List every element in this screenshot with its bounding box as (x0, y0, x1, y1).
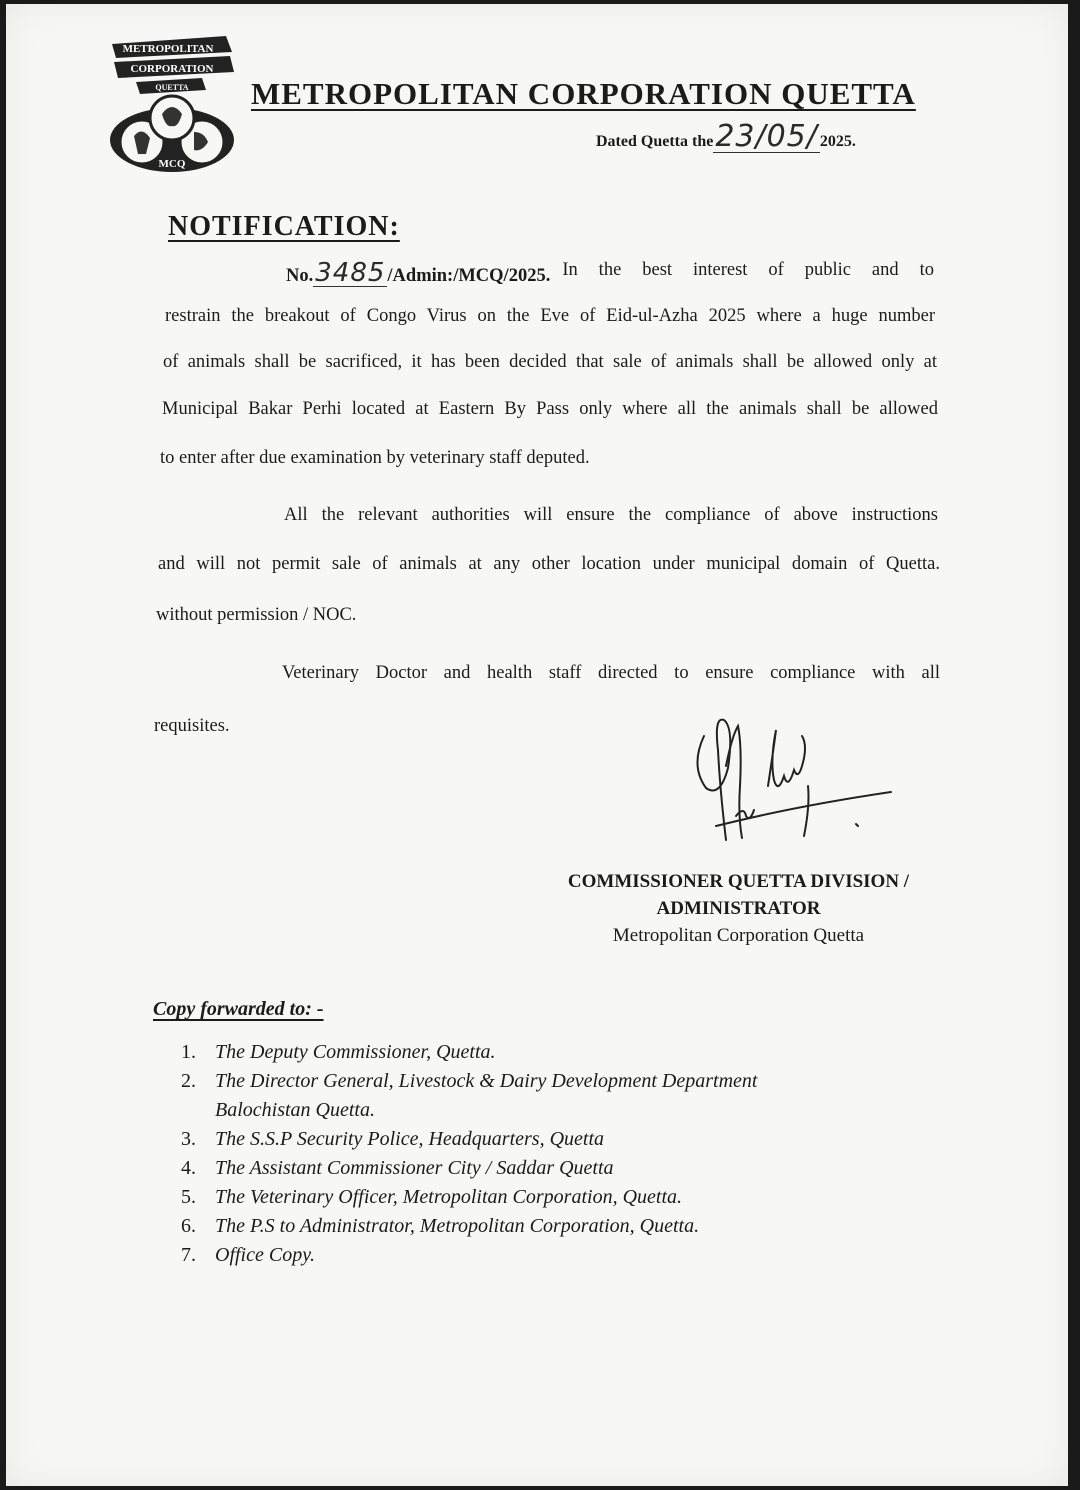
date-line (596, 119, 856, 154)
logo-line2: CORPORATION (130, 63, 214, 75)
signatory-title-line1: COMMISSIONER QUETTA DIVISION / (567, 871, 910, 892)
copy-forwarded-title: Copy forwarded to: - (153, 998, 324, 1020)
para2-line2: and will not permit sale of animals at any other location under municipal domain of Quetta. (158, 554, 940, 574)
para1-line4: Municipal Bakar Perhi located at Eastern By Pass only where all the animals shall be allowed (162, 399, 938, 419)
list-item: 6. The P.S to Administrator, Metropolitan Corporation, Quetta. (181, 1215, 700, 1237)
date-handwritten: 23/05/ (715, 119, 818, 154)
reference-handwritten: 3485 (315, 258, 386, 288)
para3-line1: Veterinary Doctor and health staff directed to ensure compliance with all (282, 663, 940, 683)
mcq-emblem-logo (106, 32, 242, 172)
para2-line3: without permission / NOC. (156, 605, 357, 625)
notification-title: NOTIFICATION: (168, 211, 400, 242)
list-item: 3. The S.S.P Security Police, Headquarters, Quetta (181, 1128, 605, 1150)
list-item: 5. The Veterinary Officer, Metropolitan Corporation, Quetta. (181, 1186, 683, 1208)
logo-badge: MCQ (158, 158, 186, 170)
handwritten-signature (686, 706, 901, 846)
list-item: 4. The Assistant Commissioner City / Saddar Quetta (181, 1157, 614, 1179)
document-page (6, 4, 1068, 1486)
logo-line3: QUETTA (155, 83, 189, 92)
para2-line1: All the relevant authorities will ensure the compliance of above instructions (284, 505, 938, 525)
org-title: METROPOLITAN CORPORATION QUETTA (251, 76, 916, 111)
para1-line1: No.3485 /Admin:/MCQ/2025. In the best interest of public and to (286, 258, 934, 288)
para3-line2: requisites. (154, 716, 230, 736)
para1-line5: to enter after due examination by veterinary staff deputed. (160, 448, 590, 468)
reference-number: No.3485 /Admin:/MCQ/2025. (286, 258, 551, 288)
list-item: 1. The Deputy Commissioner, Quetta. (181, 1041, 496, 1063)
signatory-block (516, 868, 961, 950)
signatory-title-line2: ADMINISTRATOR (656, 898, 821, 919)
list-item: 7. Office Copy. (181, 1244, 315, 1266)
signatory-org: Metropolitan Corporation Quetta (612, 925, 865, 946)
para1-line2: restrain the breakout of Congo Virus on the Eve of Eid-ul-Azha 2025 where a huge number (165, 306, 935, 326)
list-item: 2. The Director General, Livestock & Dairy Development Department Balochistan Quetta. (181, 1070, 758, 1121)
para1-line3: of animals shall be sacrificed, it has been decided that sale of animals shall be allowed only at (163, 352, 937, 372)
copy-forwarded-list (181, 1038, 881, 1270)
date-prefix: Dated Quetta the (596, 133, 714, 150)
logo-line1: METROPOLITAN (122, 43, 214, 55)
date-year: 2025. (819, 133, 856, 150)
